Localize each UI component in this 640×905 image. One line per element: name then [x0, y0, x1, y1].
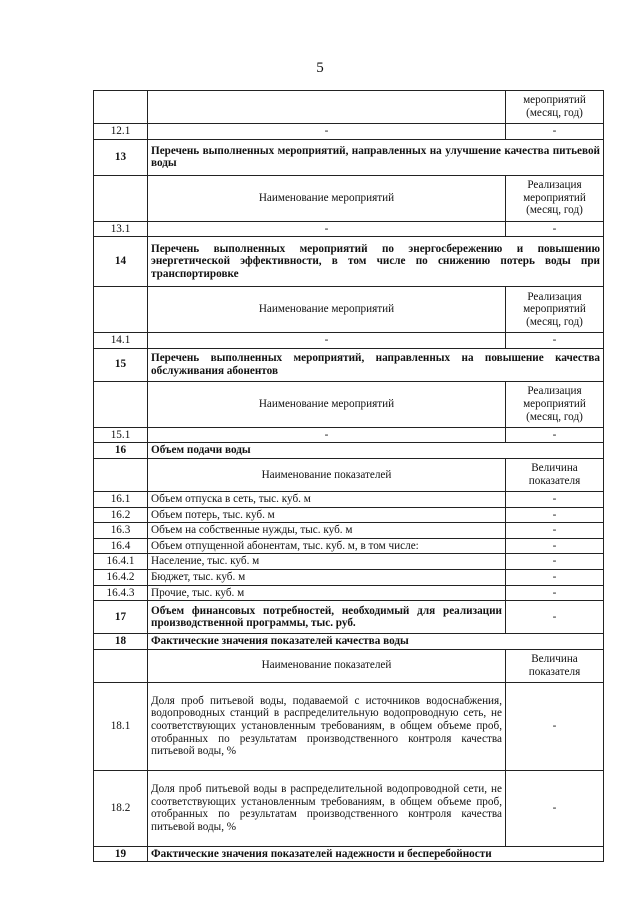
row-number: 16.4.2: [94, 569, 148, 585]
table-row: [94, 221, 604, 237]
row-number: 17: [94, 601, 148, 634]
column-header-name: Наименование мероприятий: [148, 287, 506, 333]
column-header-value: Реализация мероприятий (месяц, год): [506, 287, 604, 333]
item-value: -: [506, 523, 604, 539]
row-number: 13.1: [94, 221, 148, 237]
row-number: [94, 458, 148, 491]
row-number: 19: [94, 846, 148, 862]
item-value: -: [506, 569, 604, 585]
table-row: [94, 649, 604, 682]
section-title: Перечень выполненных мероприятий, направленных на улучшение качества питьевой воды: [148, 139, 604, 175]
row-number: 16.4: [94, 538, 148, 554]
page-number: 5: [316, 60, 324, 76]
item-name: Бюджет, тыс. куб. м: [148, 569, 506, 585]
report-table-body: [94, 91, 604, 862]
row-number: 12.1: [94, 124, 148, 140]
row-number: 15: [94, 348, 148, 381]
row-number: 14: [94, 237, 148, 287]
column-header-name: [148, 91, 506, 124]
section-title: Объем подачи воды: [148, 443, 604, 459]
item-name: -: [148, 221, 506, 237]
table-row: [94, 523, 604, 539]
row-number: [94, 287, 148, 333]
table-row: [94, 770, 604, 846]
item-value: -: [506, 554, 604, 570]
item-value: -: [506, 491, 604, 507]
column-header-value: Величина показателя: [506, 649, 604, 682]
item-name: Объем отпущенной абонентам, тыс. куб. м, в том числе:: [148, 538, 506, 554]
row-number: [94, 381, 148, 427]
table-row: [94, 287, 604, 333]
item-value: -: [506, 770, 604, 846]
row-number: 16.1: [94, 491, 148, 507]
row-number: 18.2: [94, 770, 148, 846]
item-value: -: [506, 333, 604, 349]
item-name: Население, тыс. куб. м: [148, 554, 506, 570]
row-number: 15.1: [94, 427, 148, 443]
table-row: [94, 381, 604, 427]
section-title: Перечень выполненных мероприятий, направленных на повышение качества обслуживания абонентов: [148, 348, 604, 381]
item-name: -: [148, 427, 506, 443]
item-value: -: [506, 507, 604, 523]
column-header-name: Наименование показателей: [148, 649, 506, 682]
section-title: Фактические значения показателей качества воды: [148, 634, 604, 650]
report-table: [93, 90, 604, 862]
row-number: [94, 91, 148, 124]
row-number: 16.4.1: [94, 554, 148, 570]
row-number: 18.1: [94, 682, 148, 770]
item-value: -: [506, 427, 604, 443]
row-number: 16.3: [94, 523, 148, 539]
table-row: [94, 139, 604, 175]
row-number: [94, 175, 148, 221]
table-row: [94, 538, 604, 554]
table-row: [94, 554, 604, 570]
item-name: Объем отпуска в сеть, тыс. куб. м: [148, 491, 506, 507]
column-header-name: Наименование показателей: [148, 458, 506, 491]
section-value: -: [506, 601, 604, 634]
section-title: Перечень выполненных мероприятий по энергосбережению и повышению энергетической эффективности, в том числе по снижению потерь воды при транспортировке: [148, 237, 604, 287]
row-number: 14.1: [94, 333, 148, 349]
row-number: 16.4.3: [94, 585, 148, 601]
section-title: Объем финансовых потребностей, необходимый для реализации производственной программы, тыс. руб.: [148, 601, 506, 634]
item-name: Прочие, тыс. куб. м: [148, 585, 506, 601]
column-header-value: Величина показателя: [506, 458, 604, 491]
item-value: -: [506, 682, 604, 770]
row-number: [94, 649, 148, 682]
table-row: [94, 846, 604, 862]
item-value: -: [506, 585, 604, 601]
item-name: -: [148, 333, 506, 349]
table-row: [94, 491, 604, 507]
column-header-name: Наименование мероприятий: [148, 175, 506, 221]
table-row: [94, 237, 604, 287]
table-row: [94, 91, 604, 124]
item-name: Доля проб питьевой воды в распределительной водопроводной сети, не соответствующих установленным требованиям, в общем объеме проб, отобранных по результатам производственного контроля качества питьевой воды, %: [148, 770, 506, 846]
item-name: Объем на собственные нужды, тыс. куб. м: [148, 523, 506, 539]
table-row: [94, 124, 604, 140]
item-value: -: [506, 124, 604, 140]
item-name: Объем потерь, тыс. куб. м: [148, 507, 506, 523]
table-row: [94, 601, 604, 634]
item-name: -: [148, 124, 506, 140]
column-header-value: Реализация мероприятий (месяц, год): [506, 381, 604, 427]
table-row: [94, 458, 604, 491]
column-header-name: Наименование мероприятий: [148, 381, 506, 427]
table-row: [94, 443, 604, 459]
column-header-value: мероприятий (месяц, год): [506, 91, 604, 124]
table-row: [94, 175, 604, 221]
row-number: 16.2: [94, 507, 148, 523]
column-header-value: Реализация мероприятий (месяц, год): [506, 175, 604, 221]
table-row: [94, 348, 604, 381]
table-row: [94, 682, 604, 770]
table-row: [94, 585, 604, 601]
item-value: -: [506, 538, 604, 554]
item-value: -: [506, 221, 604, 237]
table-row: [94, 427, 604, 443]
table-row: [94, 634, 604, 650]
row-number: 16: [94, 443, 148, 459]
table-row: [94, 569, 604, 585]
row-number: 13: [94, 139, 148, 175]
section-title: Фактические значения показателей надежности и бесперебойности: [148, 846, 604, 862]
table-row: [94, 333, 604, 349]
item-name: Доля проб питьевой воды, подаваемой с источников водоснабжения, водопроводных станций в распределительную водопроводную сеть, не соответствующих установленным требованиям, в общем объеме проб, отобранных по результатам производственного контроля качества питьевой воды, %: [148, 682, 506, 770]
table-row: [94, 507, 604, 523]
row-number: 18: [94, 634, 148, 650]
